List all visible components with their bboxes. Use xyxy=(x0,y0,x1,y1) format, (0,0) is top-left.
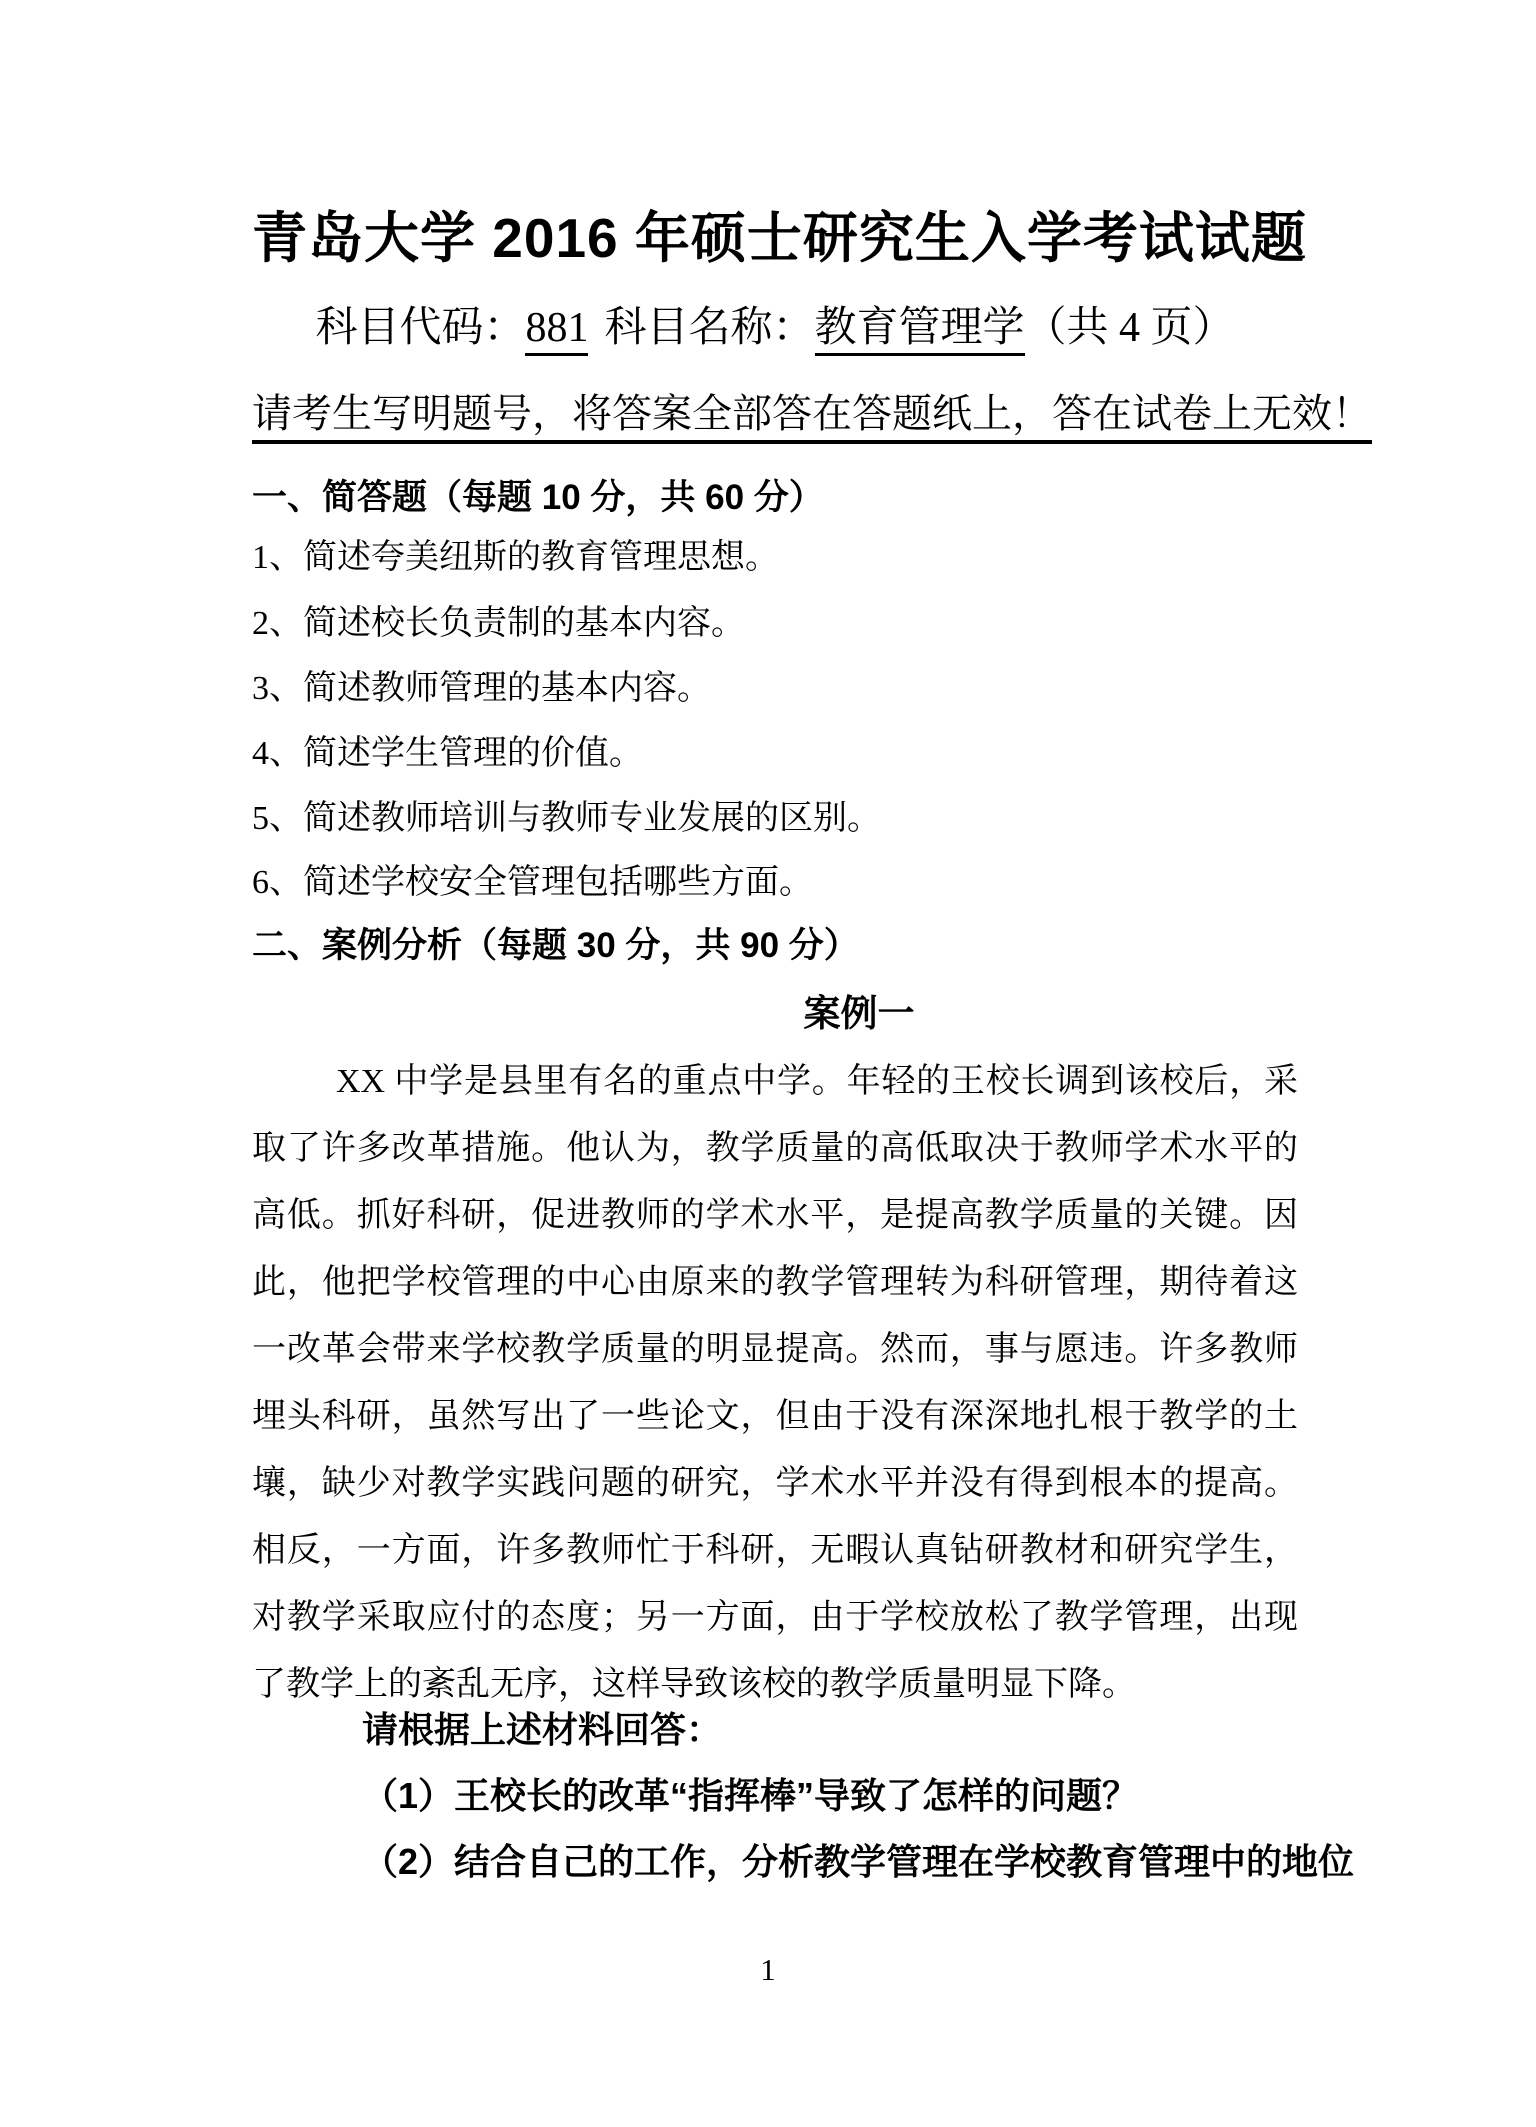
subject-name-value: 教育管理学 xyxy=(815,305,1025,356)
subject-line xyxy=(252,298,1298,358)
question-2: 2、简述校长负责制的基本内容。 xyxy=(252,605,745,642)
case-text: XX 中学是县里有名的重点中学。年轻的王校长调到该校后，采取了许多改革措施。他认为，教学质量的高低取决于教师学术水平的高低。抓好科研，促进教师的学术水平，是提高教学质量的关键。因此，他把学校管理的中心由原来的教学管理转为科研管理，期待着这一改革会带来学校教学质量的明显提高。然而，事与愿违。许多教师埋头科研，虽然写出了一些论文，但由于没有深深地扎根于教学的土壤，缺少对教学实践问题的研究，学术水平并没有得到根本的提高。相反，一方面，许多教师忙于科研，无暇认真钻研教材和研究学生，对教学采取应付的态度；另一方面，由于学校放松了教学管理，出现了教学上的紊乱无序，这样导致该校的教学质量明显下降。 xyxy=(252,1063,1298,1703)
subject-name-label: 科目名称： xyxy=(604,305,815,351)
page-number: 1 xyxy=(760,1952,776,1987)
section1-header: 一、简答题（每题 10 分，共 60 分） xyxy=(252,478,824,517)
subject-pages-note: （共 4 页） xyxy=(1024,305,1235,351)
exam-notice xyxy=(252,386,1372,442)
case-title: 案例一 xyxy=(803,993,915,1034)
page-content xyxy=(252,0,1372,2127)
page-title: 青岛大学 2016 年硕士研究生入学考试试题 xyxy=(252,207,1307,269)
question-4: 4、简述学生管理的价值。 xyxy=(252,735,643,772)
answer-prompt: 请根据上述材料回答： xyxy=(362,1709,723,1750)
question-6: 6、简述学校安全管理包括哪些方面。 xyxy=(252,864,813,901)
exam-notice-text: 请考生写明题号，将答案全部答在答题纸上，答在试卷上无效！ xyxy=(252,391,1372,444)
subject-code-value: 881 xyxy=(525,305,588,356)
question-5: 5、简述教师培训与教师专业发展的区别。 xyxy=(252,800,881,837)
question-1: 1、简述夸美纽斯的教育管理思想。 xyxy=(252,539,779,576)
subject-code-label: 科目代码： xyxy=(315,305,526,351)
question-3: 3、简述教师管理的基本内容。 xyxy=(252,670,711,707)
sub-question-1: （1）王校长的改革“指挥棒”导致了怎样的问题？ xyxy=(362,1775,1139,1816)
section2-header: 二、案例分析（每题 30 分，共 90 分） xyxy=(252,926,859,965)
sub-question-2: （2）结合自己的工作，分析教学管理在学校教育管理中的地位 xyxy=(362,1841,1355,1882)
